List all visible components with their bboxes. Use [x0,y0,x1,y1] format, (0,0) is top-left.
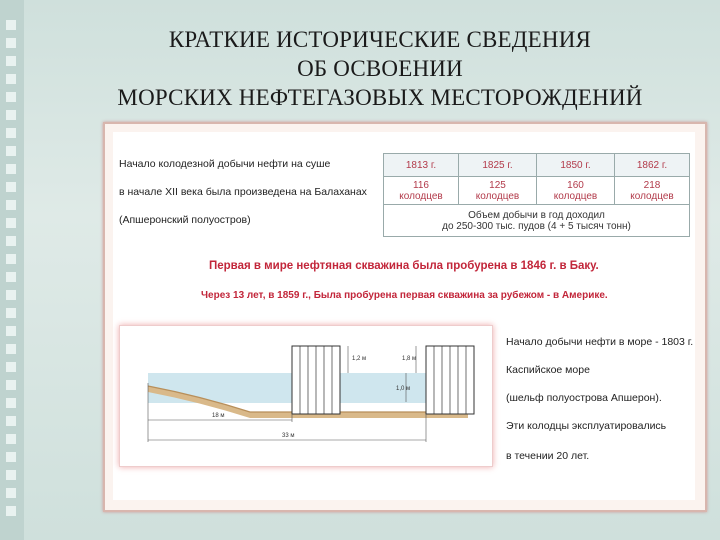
sidebar-square [6,128,16,138]
table-wells-cell [384,177,459,205]
slide-content [113,132,695,500]
sidebar-square [6,488,16,498]
sidebar-square [6,74,16,84]
wells-unit: колодцев [630,190,674,202]
sidebar-square [6,434,16,444]
sidebar-square [6,200,16,210]
sidebar-square [6,38,16,48]
sidebar-square [6,362,16,372]
table-volume-cell [384,205,690,237]
diagram-svg [120,326,492,466]
table-year-cell: 1862 г. [615,154,690,177]
volume-line-1: Объем добычи в год доходил [468,209,605,221]
sidebar-square [6,236,16,246]
sidebar-square [6,470,16,480]
sea-info-line-4: Эти колодцы эксплуатировались [506,420,667,432]
table-year-cell: 1850 г. [537,154,615,177]
title-line-1: КРАТКИЕ ИСТОРИЧЕСКИЕ СВЕДЕНИЯ [168,27,592,52]
sidebar-square [6,254,16,264]
sea-info-line-1: Начало добычи нефти в море - 1803 г. [506,336,694,348]
wells-unit: колодцев [399,190,443,202]
wells-count: 125 [489,179,506,191]
depth-label-2: 1,8 м [402,356,417,362]
sidebar-square [6,344,16,354]
title-line-2: ОБ ОСВОЕНИИ [297,56,463,81]
sidebar-square [6,182,16,192]
sidebar-square [6,326,16,336]
offshore-well-diagram [119,325,493,467]
table-wells-cell [459,177,537,205]
first-well-highlight: Первая в мире нефтяная скважина была пробурена в 1846 г. в Баку. [209,260,599,272]
volume-line-2: до 250-300 тыс. пудов (4 + 5 тысяч тонн) [442,220,631,232]
sea-info-line-3: (шельф полуострова Апшерон). [506,392,662,404]
table-year-cell: 1813 г. [384,154,459,177]
depth-label-1: 1,2 м [352,356,367,362]
sidebar-square [6,146,16,156]
table-wells-cell [615,177,690,205]
wells-unit: колодцев [475,190,520,202]
wells-unit: колодцев [553,190,598,202]
intro-line-2: в начале XII века была произведена на Балаханах [119,186,367,198]
wells-count: 218 [643,179,661,191]
sidebar-square [6,92,16,102]
sidebar-square [6,308,16,318]
sidebar-square [6,506,16,516]
table-year-cell: 1825 г. [459,154,537,177]
sidebar-square [6,416,16,426]
page-title [60,25,700,112]
abroad-well-highlight: Через 13 лет, в 1859 г., Была пробурена первая скважина за рубежом - в Америке. [201,290,608,301]
title-line-3: МОРСКИХ НЕФТЕГАЗОВЫХ МЕСТОРОЖДЕНИЙ [117,85,643,110]
slide-image [103,122,707,512]
sidebar-square [6,20,16,30]
intro-line-3: (Апшеронский полуостров) [119,214,251,226]
sidebar-square [6,290,16,300]
sea-info-line-2: Каспийское море [506,364,590,376]
table-wells-cell [537,177,615,205]
water-depth-label: 1,0 м [396,386,411,392]
sidebar-square [6,272,16,282]
wells-count: 160 [567,179,584,191]
sidebar-square [6,380,16,390]
sea-info-line-5: в течении 20 лет. [506,450,590,462]
sidebar-square [6,110,16,120]
sidebar-square [6,398,16,408]
history-table [383,153,690,237]
distance-label-2: 33 м [282,433,295,439]
decorative-sidebar [0,0,24,540]
sidebar-square [6,56,16,66]
sidebar-square [6,218,16,228]
wells-count: 116 [413,179,429,191]
intro-line-1: Начало колодезной добычи нефти на суше [119,158,331,170]
sidebar-square [6,452,16,462]
sidebar-square [6,164,16,174]
distance-label-1: 18 м [212,413,225,419]
